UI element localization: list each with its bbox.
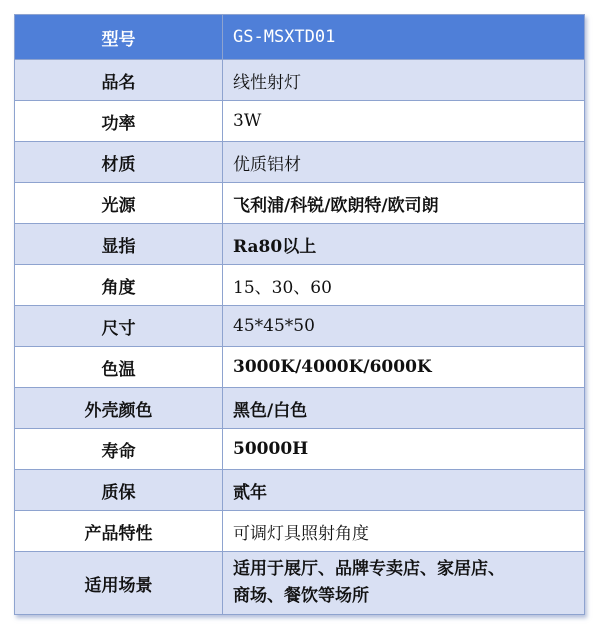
spec-value: GS-MSXTD01 (223, 15, 585, 60)
spec-label: 质保 (15, 470, 223, 511)
spec-value: 优质铝材 (223, 142, 585, 183)
spec-row-name (15, 60, 585, 101)
spec-row-housing-color (15, 388, 585, 429)
spec-value: 3W (223, 101, 585, 142)
spec-table (14, 14, 585, 615)
spec-value-line: 适用于展厅、品牌专卖店、家居店、 (233, 559, 505, 579)
spec-label: 寿命 (15, 429, 223, 470)
spec-row-material (15, 142, 585, 183)
spec-row-model (15, 15, 585, 60)
spec-value: 黑色/白色 (223, 388, 585, 429)
spec-value: 飞利浦/科锐/欧朗特/欧司朗 (223, 183, 585, 224)
spec-value: 可调灯具照射角度 (223, 511, 585, 552)
spec-label: 色温 (15, 347, 223, 388)
spec-label: 适用场景 (15, 552, 223, 615)
spec-row-warranty (15, 470, 585, 511)
spec-label: 角度 (15, 265, 223, 306)
spec-row-lifespan (15, 429, 585, 470)
spec-label: 尺寸 (15, 306, 223, 347)
spec-row-applications (15, 552, 585, 615)
spec-label: 光源 (15, 183, 223, 224)
spec-row-light-source (15, 183, 585, 224)
spec-value (223, 552, 585, 615)
spec-label: 型号 (15, 15, 223, 60)
spec-label: 显指 (15, 224, 223, 265)
spec-row-size (15, 306, 585, 347)
spec-row-color-temp (15, 347, 585, 388)
spec-label: 品名 (15, 60, 223, 101)
spec-value: Ra80以上 (223, 224, 585, 265)
spec-row-cri (15, 224, 585, 265)
spec-label: 外壳颜色 (15, 388, 223, 429)
spec-label: 产品特性 (15, 511, 223, 552)
spec-label: 材质 (15, 142, 223, 183)
spec-value: 3000K/4000K/6000K (223, 347, 585, 388)
spec-row-features (15, 511, 585, 552)
spec-value: 50000H (223, 429, 585, 470)
spec-value: 线性射灯 (223, 60, 585, 101)
spec-value-line: 商场、餐饮等场所 (233, 586, 369, 606)
spec-value: 15、30、60 (223, 265, 585, 306)
spec-value: 45*45*50 (223, 306, 585, 347)
spec-row-angle (15, 265, 585, 306)
spec-label: 功率 (15, 101, 223, 142)
spec-value: 贰年 (223, 470, 585, 511)
spec-row-power (15, 101, 585, 142)
